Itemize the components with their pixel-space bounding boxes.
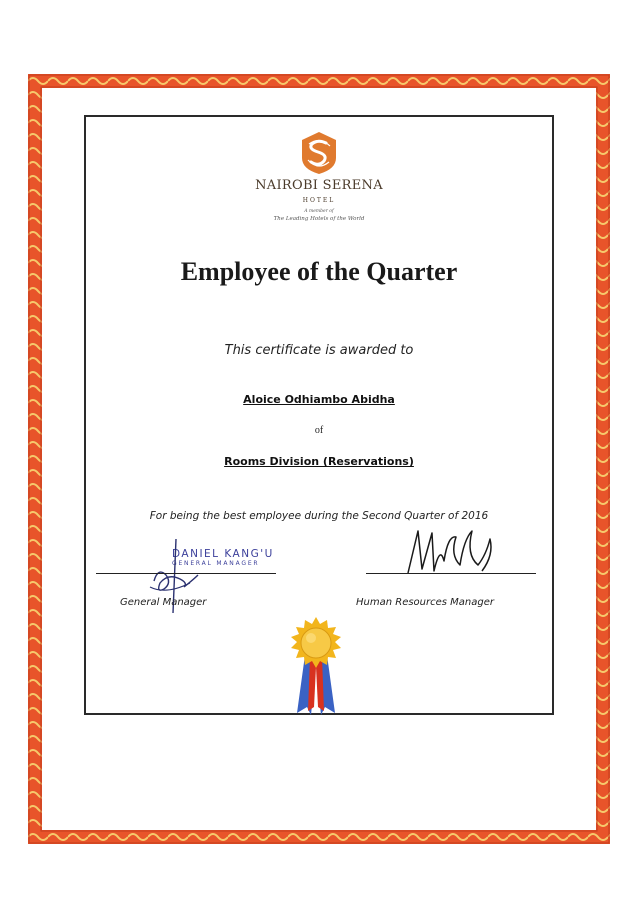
hr-signature-line (366, 573, 536, 574)
hotel-logo (86, 131, 552, 175)
recipient-name: Aloice Odhiambo Abidha (243, 393, 395, 406)
gm-role-label: General Manager (120, 597, 207, 608)
hr-role-label: Human Resources Manager (356, 597, 494, 608)
of-text: of (314, 425, 324, 436)
hotel-name: NAIROBI SERENA (255, 178, 383, 193)
stamp-name: DANIEL KANG'U (172, 548, 274, 560)
leading-hotels-text: The Leading Hotels of the World (273, 216, 365, 222)
serena-emblem-icon (298, 131, 340, 175)
awarded-line: This certificate is awarded to (224, 343, 414, 358)
division-name: Rooms Division (Reservations) (224, 455, 414, 468)
award-reason: For being the best employee during the Second Quarter of 2016 (149, 510, 489, 522)
certificate-title: Employee of the Quarter (180, 257, 458, 286)
gm-signature-line (96, 573, 276, 574)
certificate-panel (84, 115, 554, 715)
member-line: A member of (304, 209, 334, 214)
hotel-subtitle: HOTEL (302, 197, 336, 204)
hr-signature-icon (404, 525, 499, 580)
gold-seal-icon (281, 615, 351, 715)
stamp-role: GENERAL MANAGER (172, 560, 260, 567)
